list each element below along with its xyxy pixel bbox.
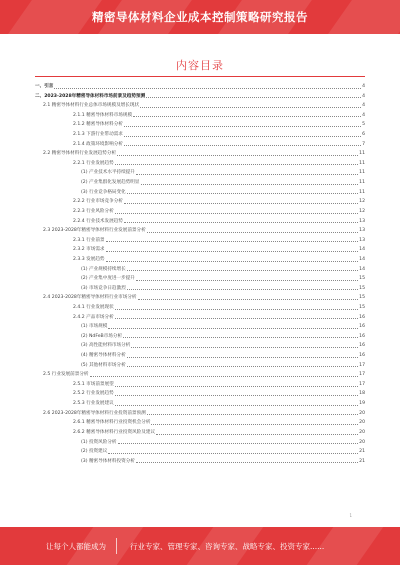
toc-entry-page: 4 bbox=[362, 112, 365, 118]
toc-entry-label: 2.3.1 行业前景 bbox=[73, 237, 105, 243]
toc-leader-dots bbox=[140, 106, 361, 108]
toc-leader-dots bbox=[127, 365, 358, 367]
toc-entry-page: 13 bbox=[359, 237, 365, 243]
toc-entry-page: 17 bbox=[359, 362, 365, 368]
toc-leader-dots bbox=[106, 260, 359, 262]
toc-entry-label: 2.5.1 市场前景展望 bbox=[73, 381, 114, 387]
toc-entry-page: 5 bbox=[362, 122, 365, 128]
toc-leader-dots bbox=[90, 375, 359, 377]
toc-leader-dots bbox=[147, 231, 358, 233]
toc-entry[interactable] bbox=[35, 149, 365, 159]
toc-leader-dots bbox=[124, 144, 361, 146]
toc-entry-page: 21 bbox=[359, 458, 365, 464]
toc-entry-page: 18 bbox=[359, 391, 365, 397]
toc-entry[interactable] bbox=[35, 332, 365, 342]
toc-leader-dots bbox=[115, 385, 358, 387]
toc-leader-dots bbox=[138, 298, 359, 300]
toc-entry-page: 14 bbox=[359, 256, 365, 262]
toc-leader-dots bbox=[156, 433, 358, 435]
toc-entry-label: (4) 精密导体材料分析 bbox=[81, 353, 126, 359]
toc-entry[interactable] bbox=[35, 178, 365, 188]
toc-entry-page: 19 bbox=[359, 401, 365, 407]
toc-leader-dots bbox=[108, 327, 358, 329]
toc-leader-dots bbox=[115, 404, 358, 406]
toc-entry-label: 2.4 2023-2028年精密导体材料行业市场分析 bbox=[43, 295, 137, 301]
toc-leader-dots bbox=[115, 308, 358, 310]
toc-entry-label: 2.3 2023-2028年精密导体材料行业发展前景分析 bbox=[43, 228, 146, 234]
toc-entry[interactable] bbox=[35, 188, 365, 198]
page-number: 1 bbox=[349, 513, 352, 518]
toc-entry-page: 15 bbox=[359, 305, 365, 310]
toc-entry[interactable] bbox=[35, 245, 365, 255]
toc-entry[interactable] bbox=[35, 361, 365, 371]
toc-entry-label: (1) 产业技术水平持续提升 bbox=[81, 170, 135, 176]
toc-leader-dots bbox=[124, 221, 358, 223]
toc-entry-label: 2.3.3 发展趋势 bbox=[73, 256, 105, 262]
toc-leader-dots bbox=[127, 269, 358, 271]
toc-entry-page: 15 bbox=[359, 276, 365, 282]
toc-entry-label: 2.1 精密导体材料行业总体市场规模及增长现状 bbox=[43, 103, 140, 109]
toc-leader-dots bbox=[146, 96, 361, 98]
toc-entry-page: 11 bbox=[359, 180, 365, 186]
toc-leader-dots bbox=[147, 413, 358, 415]
toc-entry-label: 2.6.1 精密导体材料行业投资机会分析 bbox=[73, 420, 151, 426]
toc-entry-label: 2.2.2 行业市场竞争分析 bbox=[73, 199, 123, 205]
toc-leader-dots bbox=[117, 154, 358, 156]
toc-entry-label: (3) 高性能材料市场分析 bbox=[81, 343, 131, 349]
toc-entry[interactable] bbox=[35, 274, 365, 284]
toc-leader-dots bbox=[127, 192, 358, 194]
toc-leader-dots bbox=[127, 356, 358, 358]
toc-leader-dots bbox=[118, 442, 359, 444]
toc-entry-page: 4 bbox=[362, 83, 365, 89]
toc-entry-label: (1) 产业规模持续增长 bbox=[81, 266, 126, 272]
toc-entry[interactable] bbox=[35, 217, 365, 227]
toc-entry[interactable] bbox=[35, 92, 365, 102]
report-title: 精密导体材料企业成本控制策略研究报告 bbox=[92, 10, 308, 24]
toc-entry-label: (2) NdFeB市场分析 bbox=[81, 333, 123, 339]
toc-leader-dots bbox=[108, 452, 358, 454]
toc-entry-label: (3) 市场竞争日趋激烈 bbox=[81, 285, 126, 291]
toc-leader-dots bbox=[124, 125, 361, 127]
toc-entry-page: 16 bbox=[359, 333, 365, 339]
toc-entry-page: 14 bbox=[359, 247, 365, 253]
toc-entry-page: 11 bbox=[359, 151, 365, 157]
toc-leader-dots bbox=[115, 212, 358, 214]
footer-tagline: 行业专家、管理专家、咨询专家、战略专家、投资专家...... bbox=[130, 542, 325, 551]
toc-leader-dots bbox=[131, 346, 358, 348]
toc-entry[interactable] bbox=[35, 284, 365, 294]
toc-leader-dots bbox=[54, 87, 361, 89]
toc-entry-page: 20 bbox=[359, 439, 365, 445]
toc-entry-label: 2.5.3 行业发展建议 bbox=[73, 401, 114, 407]
table-of-contents bbox=[35, 82, 365, 466]
toc-entry[interactable] bbox=[35, 236, 365, 246]
toc-leader-dots bbox=[123, 336, 358, 338]
toc-entry[interactable] bbox=[35, 293, 365, 303]
toc-entry[interactable] bbox=[35, 313, 365, 323]
toc-entry[interactable] bbox=[35, 197, 365, 207]
toc-entry[interactable] bbox=[35, 255, 365, 265]
toc-entry-label: 2.2.1 行业发展趋势 bbox=[73, 160, 114, 166]
toc-entry[interactable] bbox=[35, 399, 365, 409]
toc-leader-dots bbox=[106, 240, 359, 242]
toc-entry-label: (3) 行业竞争格局变化 bbox=[81, 189, 126, 195]
toc-entry[interactable] bbox=[35, 140, 365, 150]
report-footer-banner bbox=[0, 527, 400, 565]
toc-entry[interactable] bbox=[35, 418, 365, 428]
toc-entry-page: 17 bbox=[359, 372, 365, 378]
toc-entry-page: 11 bbox=[359, 189, 365, 195]
toc-entry-label: 2.4.2 产品市场分析 bbox=[73, 314, 114, 320]
toc-entry-label: 2.1.3 下游行业带动需求 bbox=[73, 132, 123, 138]
toc-leader-dots bbox=[127, 288, 358, 290]
toc-entry-label: 2.5 行业发展前景分析 bbox=[43, 372, 89, 378]
toc-entry-page: 16 bbox=[359, 314, 365, 320]
toc-entry[interactable] bbox=[35, 438, 365, 448]
toc-entry[interactable] bbox=[35, 351, 365, 361]
toc-entry-label: (2) 产业集群化发展趋势明显 bbox=[81, 180, 140, 186]
toc-leader-dots bbox=[124, 202, 358, 204]
toc-entry[interactable] bbox=[35, 226, 365, 236]
toc-entry-label: 2.1.4 政策环境影响分析 bbox=[73, 141, 123, 147]
toc-entry-page: 7 bbox=[362, 141, 365, 147]
toc-entry-page: 17 bbox=[359, 381, 365, 387]
toc-entry-label: (2) 产业集中度进一步提升 bbox=[81, 276, 135, 282]
toc-entry[interactable] bbox=[35, 390, 365, 400]
report-header-banner bbox=[0, 0, 400, 34]
toc-leader-dots bbox=[115, 163, 358, 165]
toc-entry-label: 一、引言 bbox=[35, 83, 54, 89]
toc-entry-label: 2.1.2 精密导体材料分析 bbox=[73, 122, 123, 128]
toc-leader-dots bbox=[133, 115, 361, 117]
toc-entry[interactable] bbox=[35, 207, 365, 217]
toc-entry-page: 13 bbox=[359, 228, 365, 234]
toc-entry-page: 6 bbox=[362, 132, 365, 138]
toc-entry-page: 12 bbox=[359, 199, 365, 205]
toc-entry[interactable] bbox=[35, 457, 365, 467]
toc-leader-dots bbox=[136, 173, 358, 175]
toc-entry-label: 2.2.4 行业技术发展趋势 bbox=[73, 218, 123, 224]
toc-entry-page: 21 bbox=[359, 449, 365, 455]
toc-entry-page: 16 bbox=[359, 343, 365, 349]
toc-leader-dots bbox=[151, 423, 358, 425]
toc-entry-label: 2.1.1 精密导体材料市场规模 bbox=[73, 112, 133, 118]
toc-entry[interactable] bbox=[35, 409, 365, 419]
toc-entry-label: 二、2023-2028年精密导体材料市场前景及趋势预测 bbox=[35, 93, 146, 99]
toc-entry-page: 20 bbox=[359, 420, 365, 426]
toc-entry-label: 2.3.2 市场需求 bbox=[73, 247, 105, 253]
toc-entry-page: 14 bbox=[359, 266, 365, 272]
toc-entry-page: 20 bbox=[359, 410, 365, 416]
toc-entry-label: (1) 投资风险分析 bbox=[81, 439, 117, 445]
toc-entry-page: 11 bbox=[359, 160, 365, 166]
toc-entry[interactable] bbox=[35, 380, 365, 390]
toc-entry-page: 4 bbox=[362, 93, 365, 99]
toc-entry-page: 4 bbox=[362, 103, 365, 109]
toc-entry-label: (2) 投资建议 bbox=[81, 449, 108, 455]
toc-entry-label: 2.2 精密导体材料行业发展趋势分析 bbox=[43, 151, 117, 157]
toc-entry-label: 2.2.3 行业风险分析 bbox=[73, 208, 114, 214]
toc-entry[interactable] bbox=[35, 322, 365, 332]
toc-entry[interactable] bbox=[35, 447, 365, 457]
toc-entry[interactable] bbox=[35, 428, 365, 438]
toc-entry[interactable] bbox=[35, 303, 365, 313]
toc-entry-page: 15 bbox=[359, 285, 365, 291]
toc-entry[interactable] bbox=[35, 101, 365, 111]
toc-entry[interactable] bbox=[35, 120, 365, 130]
toc-entry[interactable] bbox=[35, 82, 365, 92]
toc-entry-label: (5) 其他材料市场分析 bbox=[81, 362, 126, 368]
toc-entry-page: 11 bbox=[359, 170, 365, 176]
toc-entry-label: (1) 市场规模 bbox=[81, 324, 108, 330]
toc-entry-label: (3) 精密导体材料投资分析 bbox=[81, 458, 135, 464]
toc-leader-dots bbox=[141, 183, 359, 185]
toc-entry[interactable] bbox=[35, 265, 365, 275]
toc-entry-page: 13 bbox=[359, 218, 365, 224]
toc-entry-page: 15 bbox=[359, 295, 365, 301]
toc-entry-label: 2.5.2 行业发展趋势 bbox=[73, 391, 114, 397]
toc-heading: 内容目录 bbox=[176, 59, 224, 72]
toc-leader-dots bbox=[136, 279, 358, 281]
footer-slogan: 让每个人都能成为 bbox=[46, 542, 106, 551]
toc-entry-page: 16 bbox=[359, 324, 365, 330]
toc-entry-label: 2.6 2023-2028年精密导体材料行业投资前景预测 bbox=[43, 410, 146, 416]
toc-leader-dots bbox=[136, 461, 358, 463]
toc-entry-page: 16 bbox=[359, 353, 365, 359]
toc-divider bbox=[35, 76, 365, 77]
toc-entry-page: 20 bbox=[359, 429, 365, 435]
toc-entry-label: 2.6.2 精密导体材料行业投资风险及建议 bbox=[73, 429, 156, 435]
toc-entry[interactable] bbox=[35, 168, 365, 178]
toc-entry[interactable] bbox=[35, 341, 365, 351]
toc-leader-dots bbox=[106, 250, 359, 252]
footer-separator bbox=[116, 538, 117, 554]
toc-entry[interactable] bbox=[35, 111, 365, 121]
toc-entry[interactable] bbox=[35, 159, 365, 169]
toc-entry[interactable] bbox=[35, 130, 365, 140]
toc-leader-dots bbox=[124, 135, 361, 137]
toc-entry-page: 12 bbox=[359, 208, 365, 214]
toc-entry[interactable] bbox=[35, 370, 365, 380]
toc-entry-label: 2.4.1 行业发展现状 bbox=[73, 305, 114, 310]
toc-leader-dots bbox=[115, 394, 358, 396]
toc-leader-dots bbox=[115, 317, 358, 319]
